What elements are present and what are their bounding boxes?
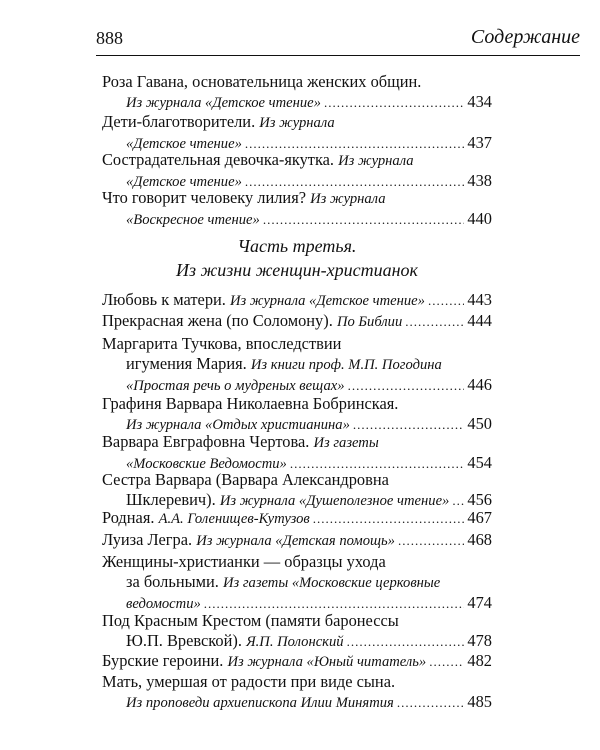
entry-source: Из журнала «Отдых христианина»: [126, 417, 350, 433]
toc-entry[interactable]: [102, 552, 492, 614]
entry-last-line: [102, 651, 492, 672]
entry-last-line: [102, 92, 492, 113]
header-rule: [96, 55, 580, 56]
toc-entry[interactable]: [102, 150, 492, 192]
page-number: 888: [96, 28, 123, 48]
leader-dots: [428, 291, 464, 311]
entry-source: Из журнала «Детское чтение»: [230, 293, 425, 309]
leader-dots: [405, 312, 464, 332]
entry-source: Из проповеди архиепископа Илии Минятия: [126, 695, 394, 711]
entry-page: 478: [467, 631, 492, 650]
entry-title-line: за больными. Из газеты «Московские церковные: [126, 572, 441, 591]
entry-last-line: [102, 311, 492, 332]
entry-title-line: Сострадательная девочка-якутка. Из журнала: [102, 150, 414, 169]
entry-source: «Московские Ведомости»: [126, 456, 287, 472]
entry-source: Я.П. Полонский: [246, 634, 344, 650]
toc-entry[interactable]: [102, 72, 492, 113]
entry-page: 444: [467, 311, 492, 330]
entry-title-line: Под Красным Крестом (памяти баронессы: [102, 611, 399, 630]
entry-last-line: [102, 290, 492, 311]
entry-source: Из журнала «Детское чтение»: [126, 95, 321, 111]
entry-title-line: Графиня Варвара Николаевна Бобринская.: [102, 394, 399, 413]
entry-title: Прекрасная жена (по Соломону).: [102, 311, 333, 330]
leader-dots: [398, 531, 464, 551]
toc-entry[interactable]: [102, 290, 492, 311]
entry-source: Из журнала «Юный читатель»: [227, 654, 427, 670]
entry-title-line: игумения Мария. Из книги проф. М.П. Погодина: [126, 354, 442, 373]
entry-title-line: Мать, умершая от радости при виде сына.: [102, 672, 396, 691]
entry-title-line: Маргарита Тучкова, впоследствии: [102, 334, 342, 353]
running-header-title: Содержание: [470, 26, 580, 48]
toc-entry[interactable]: [102, 672, 492, 713]
entry-page: 468: [467, 530, 492, 549]
leader-dots: [347, 632, 465, 652]
toc-entry[interactable]: [102, 334, 492, 396]
entry-title: Шклеревич).: [126, 490, 216, 509]
entry-title-line: Варвара Евграфовна Чертова. Из газеты: [102, 432, 379, 451]
entry-title-line: Женщины-христианки — образцы ухода: [102, 552, 386, 571]
entry-last-line: [102, 508, 492, 529]
entry-page: 474: [467, 593, 492, 612]
entry-source: «Простая речь о мудреных вещах»: [126, 378, 345, 394]
entry-title-line: Сестра Варвара (Варвара Александровна: [102, 470, 389, 489]
leader-dots: [324, 93, 464, 113]
entry-title: Любовь к матери.: [102, 290, 226, 309]
entry-page: 450: [467, 414, 492, 433]
entry-page: 454: [467, 453, 492, 472]
entry-title-line: Что говорит человеку лилия? Из журнала: [102, 188, 386, 207]
toc-entry[interactable]: [102, 508, 492, 529]
part-subtitle: Из жизни женщин-христианок: [176, 260, 418, 280]
entry-page: 446: [467, 375, 492, 394]
entry-title: Луиза Легра.: [102, 530, 193, 549]
toc-entry[interactable]: [102, 188, 492, 230]
entry-source: «Детское чтение»: [126, 136, 242, 152]
entry-last-line: [102, 692, 492, 713]
entry-page: 482: [467, 651, 492, 670]
entry-page: 434: [467, 92, 492, 111]
leader-dots: [313, 509, 465, 529]
entry-page: 456: [467, 490, 492, 509]
entry-title-line: Роза Гавана, основательница женских общин.: [102, 72, 422, 91]
entry-page: 443: [467, 290, 492, 309]
entry-last-line: [102, 631, 492, 652]
leader-dots: [397, 693, 465, 713]
entry-page: 467: [467, 508, 492, 527]
entry-source: По Библии: [336, 314, 403, 330]
entry-title-line: Дети-благотворители. Из журнала: [102, 112, 335, 131]
entry-title: Родная.: [102, 508, 155, 527]
entry-last-line: [102, 530, 492, 551]
part-title: Часть третья.: [237, 236, 357, 256]
toc-entry[interactable]: [102, 112, 492, 154]
entry-title: Ю.П. Вревской).: [126, 631, 242, 650]
toc-entry[interactable]: [102, 611, 492, 652]
toc-entry[interactable]: [102, 432, 492, 474]
entry-source: Из журнала «Детская помощь»: [196, 533, 395, 549]
entry-last-line: [102, 375, 492, 396]
toc-entry[interactable]: [102, 530, 492, 551]
entry-source: «Детское чтение»: [126, 174, 242, 190]
leader-dots: [348, 376, 465, 396]
entry-last-line: [102, 209, 492, 230]
entry-page: 438: [467, 171, 492, 190]
entry-title: Бурские героини.: [102, 651, 224, 670]
entry-page: 440: [467, 209, 492, 228]
entry-source: А.А. Голенищев-Кутузов: [158, 511, 310, 527]
entry-source: ведомости»: [126, 596, 201, 612]
toc-entry[interactable]: [102, 311, 492, 332]
entry-source: Из журнала «Душеполезное чтение»: [219, 493, 450, 509]
entry-source: «Воскресное чтение»: [126, 212, 260, 228]
entry-page: 485: [467, 692, 492, 711]
leader-dots: [263, 210, 465, 230]
toc-entry[interactable]: [102, 394, 492, 435]
toc-entry[interactable]: [102, 651, 492, 672]
entry-page: 437: [467, 133, 492, 152]
toc-entry[interactable]: [102, 470, 492, 511]
leader-dots: [429, 652, 464, 672]
